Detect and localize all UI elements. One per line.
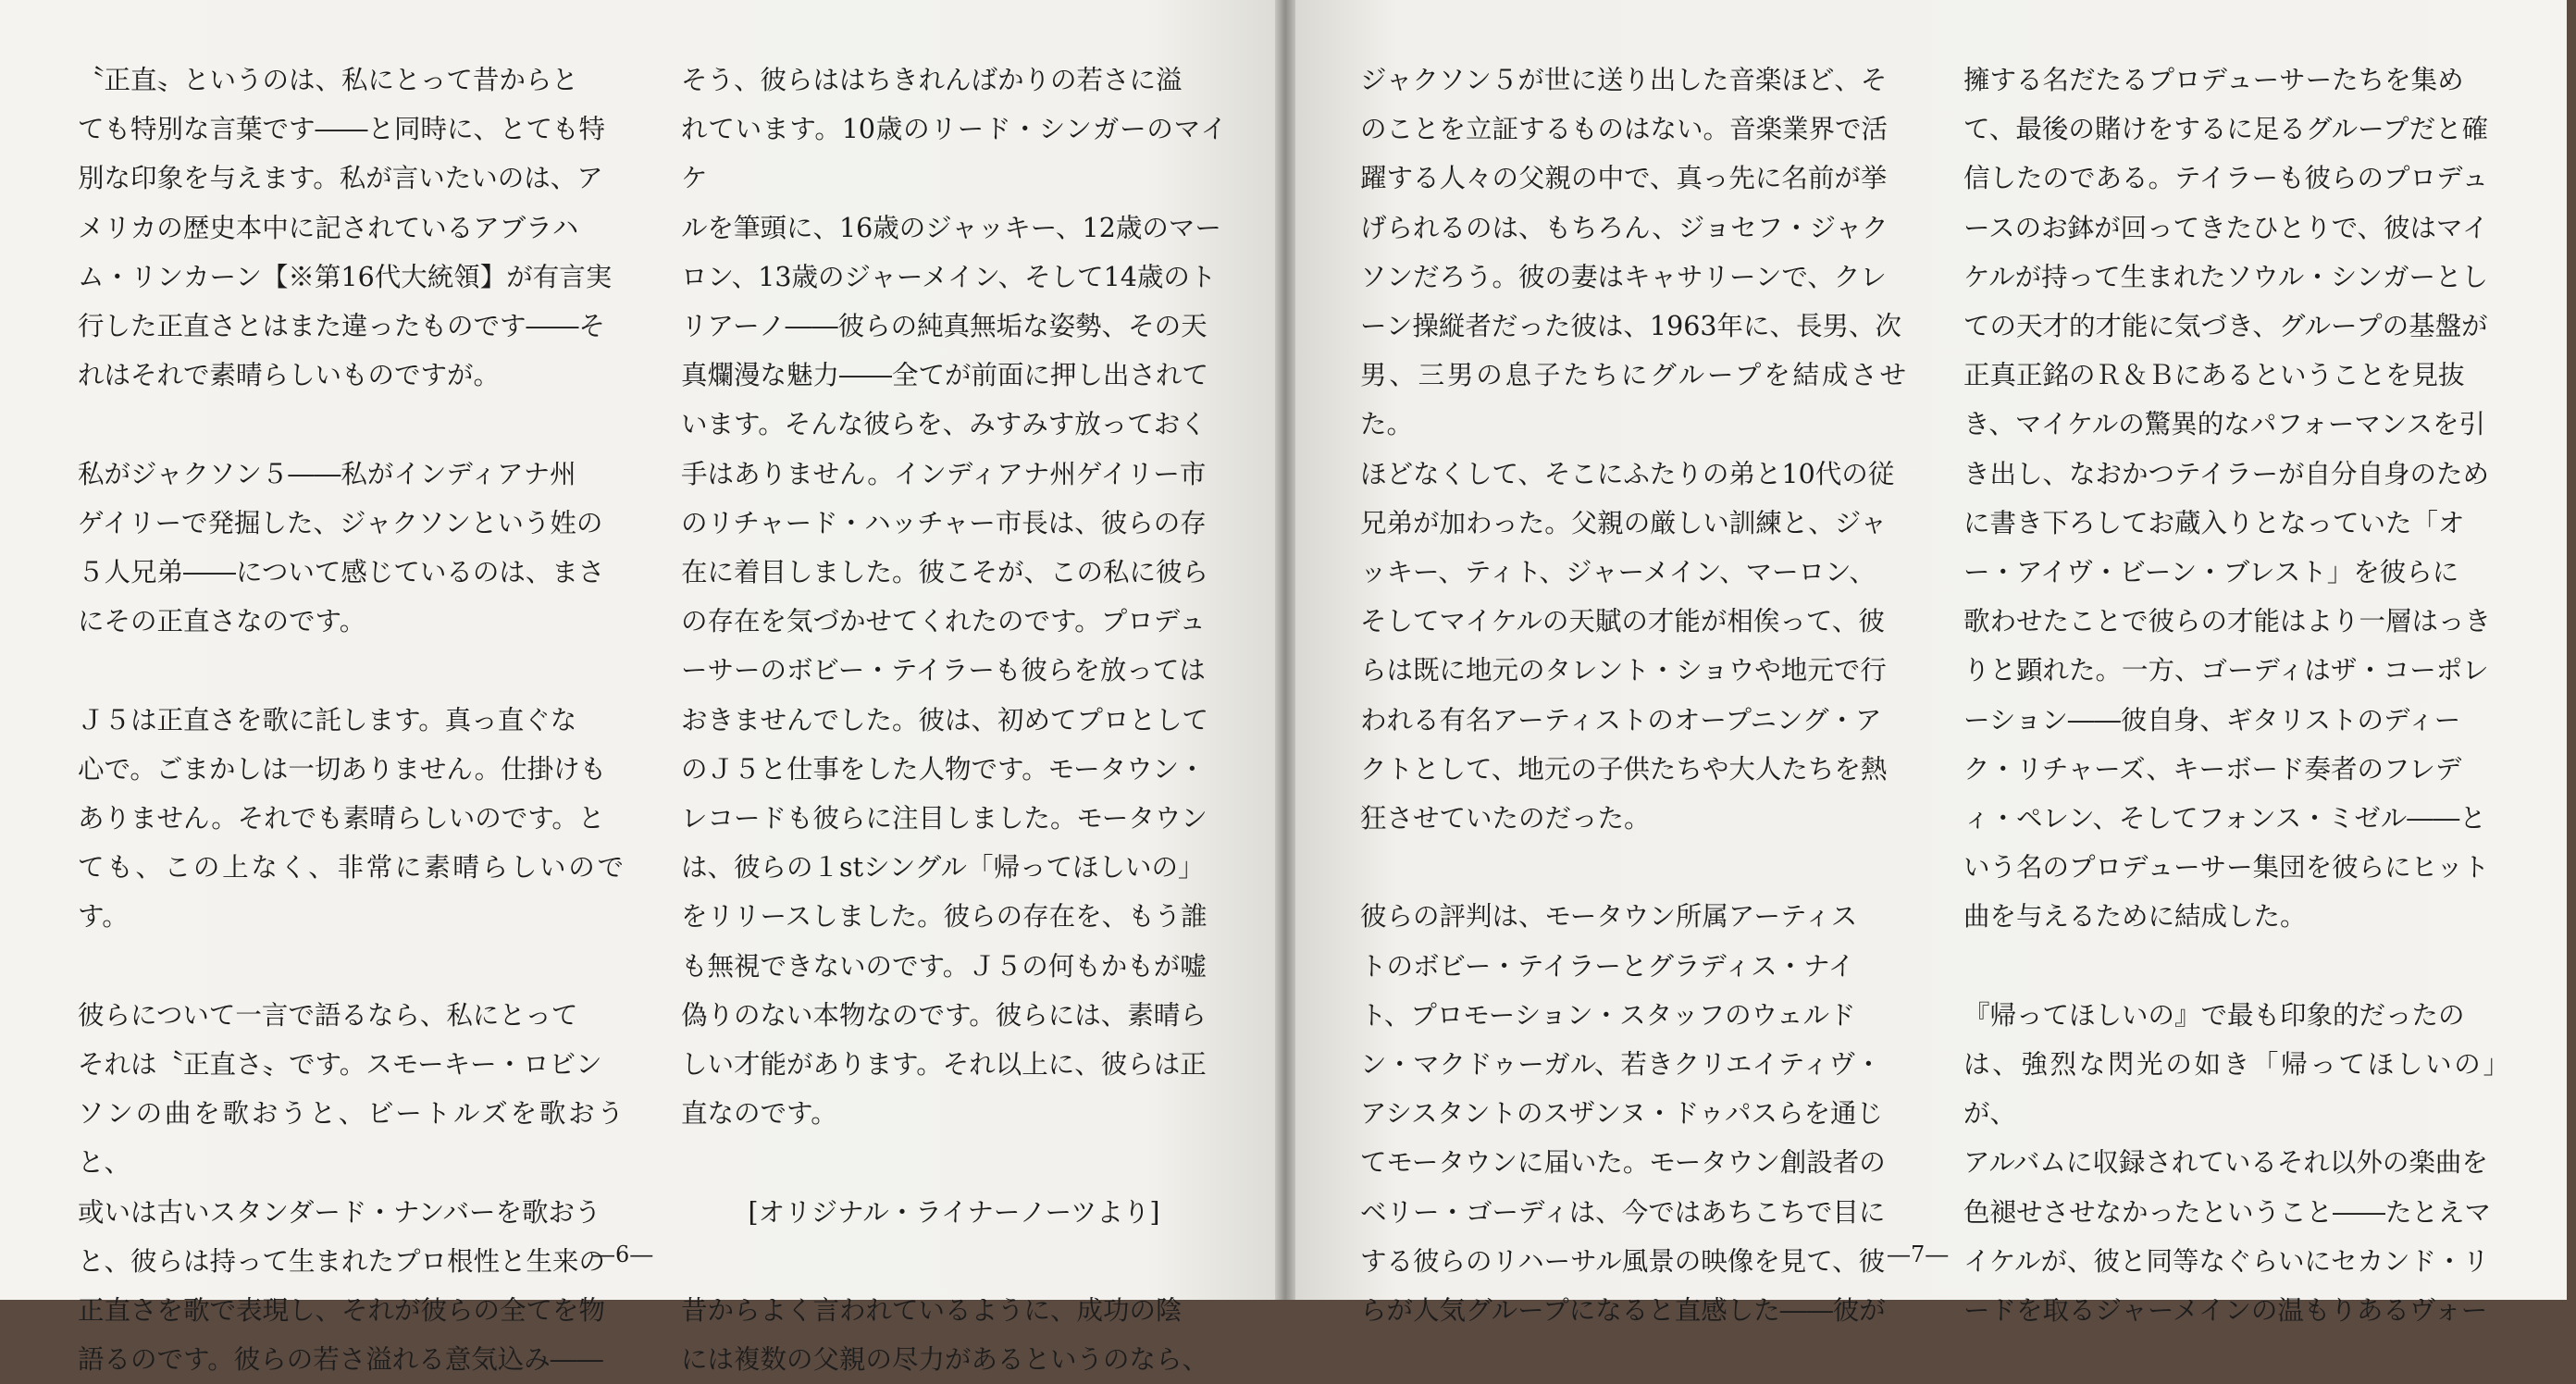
paragraph: 『帰ってほしいの』で最も印象的だったの は、強烈な閃光の如き「帰ってほしいの」が、 アルバムに収録されているそれ以外の楽曲を 色褪せさせなかったということ――たとえマ イケルが、彼と同等なぐらいにセカンド・リ ードを取るジャーメインの温もりあるヴォー (1963, 999, 2509, 1327)
column-3 (1360, 56, 1906, 1335)
left-page (0, 0, 1275, 1376)
page-number: ―7― (1888, 1242, 1950, 1267)
column-4 (1963, 56, 2509, 1335)
paragraph: 彼らの評判は、モータウン所属アーティス トのボビー・テイラーとグラディス・ナイ ト、プロモーション・スタッフのウェルド ン・マクドゥーガル、若きクリエイティヴ・ アシスタントのスザンヌ・ドゥパスらを通じ てモータウンに届いた。モータウン創設者の ベリー・ゴーディは、今ではあちこちで目に する彼らのリハーサル風景の映像を見て、彼 らが人気グループになると直感した――彼が (1360, 901, 1886, 1327)
paragraph: 私がジャクソン５――私がインディアナ州 ゲイリーで発掘した、ジャクソンという姓の ５人兄弟――について感じているのは、まさ にその正直さなのです。 (78, 458, 605, 637)
right-page (1295, 0, 2567, 1327)
paragraph: 昔からよく言われているように、成功の陰 には複数の父親の尽力があるというのなら、 (681, 1295, 1209, 1376)
page-number: ―6― (592, 1242, 654, 1267)
source-citation: [オリジナル・ライナーノーツより] (748, 1196, 1160, 1228)
book-gutter (1275, 0, 1295, 1300)
paragraph: Ｊ５は正直さを歌に託します。真っ直ぐな 心で。ごまかしは一切ありません。仕掛けも ありません。それでも素晴らしいのです。と ても、この上なく、非常に素晴らしいのです。 (78, 704, 624, 933)
column-2 (681, 56, 1227, 1384)
paragraph: そう、彼らははちきれんばかりの若さに溢 れています。10歳のリード・シンガーのマイケ ルを筆頭に、16歳のジャッキー、12歳のマー ロン、13歳のジャーメイン、そして14歳のト リアーノ――彼らの純真無垢な姿勢、その天 真爛漫な魅力――全てが前面に押し出されて います。そんな彼らを、みすみす放っておく 手はありません。インディアナ州ゲイリー市 のリチャード・ハッチャー市長は、彼らの存 在に着目しました。彼こそが、この私に彼ら の存在を気づかせてくれたのです。プロデュ ーサーのボビー・テイラーも彼らを放っては おきませんでした。彼は、初めてプロとして のＪ５と仕事をした人物です。モータウン・ レコードも彼らに注目しました。モータウン は、彼らの１stシングル「帰ってほしいの」 をリリースしました。彼らの存在を、もう誰 も無視できないのです。Ｊ５の何もかもが嘘 偽りのない本物なのです。彼らには、素晴ら しい才能があります。それ以上に、彼らは正 直なのです。 (681, 65, 1227, 1130)
paragraph: 彼らについて一言で語るなら、私にとって それは〝正直さ〟です。スモーキー・ロビン ソンの曲を歌おうと、ビートルズを歌おうと、 或いは古いスタンダード・ナンバーを歌おう と、彼らは持って生まれたプロ根性と生来の 正直さを歌で表現し、それが彼らの全てを物 語るのです。彼らの若さ溢れる意気込み―― (78, 999, 624, 1376)
paragraph: 〝正直〟というのは、私にとって昔からと ても特別な言葉です――と同時に、とても特 別な印象を与えます。私が言いたいのは、ア メリカの歴史本中に記されているアブラハ ム・リンカーン【※第16代大統領】が有言実 行した正直さとはまた違ったものです――そ れはそれで素晴らしいものですが。 (78, 65, 613, 391)
paragraph: ジャクソン５が世に送り出した音楽ほど、そ のことを立証するものはない。音楽業界で活 躍する人々の父親の中で、真っ先に名前が挙 げられるのは、もちろん、ジョセフ・ジャク ソンだろう。彼の妻はキャサリーンで、クレ ーン操縦者だった彼は、1963年に、長男、次 男、三男の息子たちにグループを結成させた。 ほどなくして、そこにふたりの弟と10代の従 兄弟が加わった。父親の厳しい訓練と、ジャ ッキー、ティト、ジャーメイン、マーロン、 そしてマイケルの天賦の才能が相俟って、彼 らは既に地元のタレント・ショウや地元で行 われる有名アーティストのオープニング・ア クトとして、地元の子供たちや大人たちを熱 狂させていたのだった。 (1360, 65, 1906, 834)
column-1 (78, 56, 624, 1384)
paragraph: 擁する名だたるプロデューサーたちを集め て、最後の賭けをするに足るグループだと確 信したのである。テイラーも彼らのプロデュ ースのお鉢が回ってきたひとりで、彼はマイ ケルが持って生まれたソウル・シンガーとし ての天才的才能に気づき、グループの基盤が 正真正銘のＲ＆Ｂにあるということを見抜 き、マイケルの驚異的なパフォーマンスを引 き出し、なおかつテイラーが自分自身のため に書き下ろしてお蔵入りとなっていた「オ ー・アイヴ・ビーン・ブレスト」を彼らに 歌わせたことで彼らの才能はより一層はっき りと顕れた。一方、ゴーディはザ・コーポレ ーション――彼自身、ギタリストのディー ク・リチャーズ、キーボード奏者のフレデ ィ・ペレン、そしてフォンス・ミゼル――と いう名のプロデューサー集団を彼らにヒット 曲を与えるために結成した。 (1963, 65, 2492, 933)
